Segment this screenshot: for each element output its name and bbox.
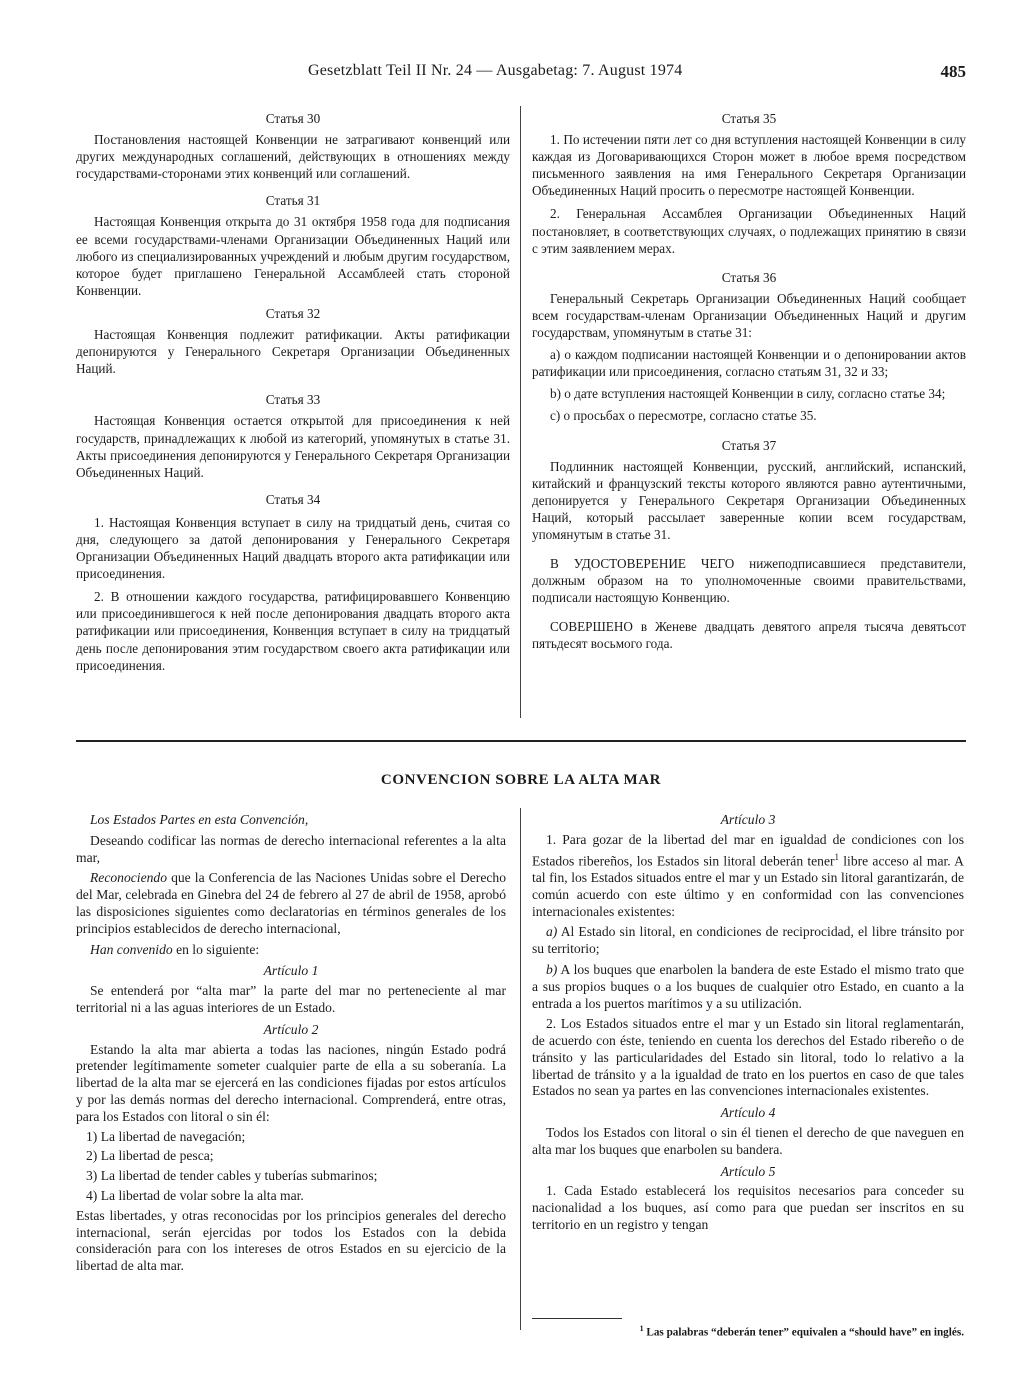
section-rule (76, 740, 966, 742)
footnote (532, 1322, 964, 1340)
item-letter: a) (546, 924, 558, 940)
article-heading: Статья 31 (265, 193, 321, 209)
page-number: 485 (940, 62, 966, 81)
item-letter: b) (546, 961, 558, 977)
lead-phrase: Han convenido (90, 941, 173, 957)
paragraph: Deseando codificar las normas de derecho internacional referentes a la alta mar, (76, 832, 506, 865)
paragraph: 1. По истечении пяти лет со дня вступления настоящей Конвенции в силу каждая из Договаривающихся Сторон может в любое время посредством письменного заявления на имя Генерального Секретаря Организации Объединенных Наций просить о пересмотре настоящей Конвенции. (532, 132, 966, 199)
footnote-number: 1 (639, 1324, 644, 1333)
paragraph: Todos los Estados con litoral o sin él tienen el derecho de que naveguen en alta mar los buques que enarbolen su bandera. (532, 1125, 964, 1157)
item-text: Al Estado sin litoral, en condiciones de reciprocidad, el libre tránsito por su territorio; (532, 924, 964, 957)
paragraph: 1. Cada Estado establecerá los requisitos necesarios para conceder su nacionalidad a los buques, así como para que puedan ser inscritos en su territorio en un registro y tengan (532, 1183, 964, 1233)
list-item: c) о просьбах о пересмотре, согласно статье 35. (550, 408, 817, 424)
item-text: A los buques que enarbolen la bandera de este Estado el mismo trato que a sus propios buques o a los buques de cualquier otro Estado, en cuanto a la entrada a los puertos marítimos y a su utilización. (532, 961, 964, 1011)
article-heading: Статья 35 (721, 111, 777, 126)
done-clause: СОВЕРШЕНО в Женеве двадцать девятого апреля тысяча девятьсот пятьдесят восьмого года. (532, 619, 966, 652)
paragraph (76, 870, 506, 937)
paragraph: 2. В отношении каждого государства, ратифицировавшего Конвенцию или присоединившегося к ней после депонирования двадцать второго акта ратификации или присоединения, Конвенция вступает в силу на тридцатый день после депонирования этим государством своего акта ратификации или присоединения. (76, 589, 510, 673)
paragraph: Настоящая Конвенция открыта до 31 октября 1958 года для подписания ее всеми государствами-членами Организации Объединенных Наций или любого из специализированных учреждений и любым другим государством, которое будет приглашено Генеральной Ассамблеей стать стороной Конвенции. (76, 214, 510, 298)
russian-column-right (532, 110, 966, 653)
paragraph: Se entenderá por “alta mar” la parte del mar no perteneciente al mar territorial ni a las aguas interiores de un Estado. (76, 983, 506, 1015)
paragraph: Estando la alta mar abierta a todas las naciones, ningún Estado podrá pretender legítimamente someter cualquier parte de ella a su soberanía. La libertad de la alta mar se ejercerá en las condiciones fijadas por estos artículos y por las demás normas del derecho internacional. Comprenderá, entre otras, para los Estados con litoral o sin él: (76, 1041, 506, 1124)
article-heading: Статья 37 (721, 437, 777, 453)
list-item: 4) La libertad de volar sobre la alta mar. (86, 1187, 304, 1203)
article-heading: Artículo 2 (263, 1021, 319, 1037)
witness-clause: В УДОСТОВЕРЕНИЕ ЧЕГО нижеподписавшиеся представители, должным образом на то уполномоченные своими правительствами, подписали настоящую Конвенцию. (532, 556, 966, 606)
paragraph: Подлинник настоящей Конвенции, русский, английский, испанский, китайский и французский тексты которого являются равно аутентичными, депонируется у Генерального Секретаря Организации Объединенных Наций, который рассылает заверенные копии всем государствам, упомянутым в статье 31. (532, 458, 966, 542)
russian-column-left (76, 110, 510, 674)
spanish-column-left (76, 812, 506, 1275)
paragraph: 2. Генеральная Ассамблея Организации Объединенных Наций постановляет, в соответствующих случаях, о подлежащих принятию в связи с этим заявлением мерах. (532, 206, 966, 256)
article-heading: Artículo 3 (720, 812, 776, 827)
article-heading: Статья 30 (265, 111, 321, 126)
article-heading: Artículo 4 (720, 1105, 776, 1121)
list-item: b) о дате вступления настоящей Конвенции в силу, согласно статье 34; (550, 386, 946, 402)
running-title: Gesetzblatt Teil II Nr. 24 — Ausgabetag: 7. August 1974 (308, 62, 683, 79)
paragraph: Генеральный Секретарь Организации Объединенных Наций сообщает всем государствам-членам Организации Объединенных Наций и другим государствам, упомянутым в статье 31: (532, 290, 966, 341)
paragraph: Настоящая Конвенция остается открытой для присоединения к ней государств, принадлежащих к любой из категорий, упомянутых в статье 31. Акты присоединения депонируются у Генерального Секретаря Организации Объединенных Наций. (76, 413, 510, 480)
article-heading: Artículo 1 (263, 963, 319, 979)
list-item: 2) La libertad de pesca; (86, 1148, 214, 1164)
spanish-column-right (532, 812, 964, 1234)
footnote-text: Las palabras “deberán tener” equivalen a “should have” en inglés. (643, 1326, 964, 1339)
list-item: a) о каждом подписании настоящей Конвенции и о депонировании актов ратификации или присоединения, согласно статьям 31, 32 и 33; (532, 347, 966, 380)
column-divider (520, 808, 521, 1330)
paragraph: Постановления настоящей Конвенции не затрагивают конвенций или других международных соглашений, действующих в отношениях между государствами-сторонами этих конвенций или соглашений. (76, 132, 510, 182)
article-heading: Статья 32 (265, 305, 321, 321)
list-item: 3) La libertad de tender cables y tuberías submarinos; (86, 1168, 378, 1184)
article-heading: Статья 34 (265, 491, 321, 507)
preamble-intro: Los Estados Partes en esta Convención, (90, 812, 309, 827)
paragraph: 2. Los Estados situados entre el mar y un Estado sin litoral reglamentarán, de acuerdo con éste, teniendo en cuenta los derechos del Estado ribereño o de tránsito y las particularidades del Estado sin litoral, todo lo relativo a la libertad de tránsito y a la igualdad de trato en los puertos en caso de que tales Estados no sean ya partes en las convenciones internacionales existentes. (532, 1016, 964, 1099)
footnote-marker: 1 (834, 851, 840, 862)
paragraph: Настоящая Конвенция подлежит ратификации. Акты ратификации депонируются у Генерального Секретаря Организации Объединенных Наций. (76, 327, 510, 377)
paragraph (76, 942, 506, 959)
list-item: 1) La libertad de navegación; (86, 1128, 246, 1144)
convention-title: CONVENCION SOBRE LA ALTA MAR (380, 772, 662, 788)
paragraph: 1. Настоящая Конвенция вступает в силу на тридцатый день, считая со дня, следующего за датой депонирования у Генерального Секретаря Организации Объединенных Наций двадцать второго акта ратификации или присоединения. (76, 514, 510, 582)
paragraph-text: libre acceso al mar. A tal fin, los Estados situados entre el mar y un Estado sin litoral garantizarán, de común acuerdo con este último y en conformidad con las convenciones internacionales existentes: (532, 853, 964, 919)
paragraph: Estas libertades, y otras reconocidas por los principios generales del derecho internacional, serán ejercidas por todos los Estados con la debida consideración para con los intereses de otros Estados en su ejercicio de la libertad de alta mar. (76, 1207, 506, 1274)
article-heading: Статья 33 (265, 392, 321, 408)
article-heading: Artículo 5 (720, 1163, 776, 1179)
running-header (300, 62, 966, 86)
paragraph-text: 1. Para gozar de la libertad del mar en igualdad de condiciones con los Estados ribereños, los Estados sin litoral deberán tener (532, 831, 964, 869)
list-item (532, 924, 964, 958)
paragraph-text: que la Conferencia de las Naciones Unidas sobre el Derecho del Mar, celebrada en Ginebra del 24 de febrero al 27 de abril de 1958, aprobó las disposiciones siguientes como declaratorias en términos generales de los principios establecidos de derecho internacional, (76, 870, 506, 936)
article-heading: Статья 36 (721, 269, 777, 285)
paragraph (532, 832, 964, 921)
list-item (532, 962, 964, 1012)
footnote-rule (532, 1318, 622, 1319)
column-divider (520, 106, 521, 718)
paragraph-text: en lo siguiente: (172, 941, 260, 957)
lead-phrase: Reconociendo (90, 870, 167, 886)
